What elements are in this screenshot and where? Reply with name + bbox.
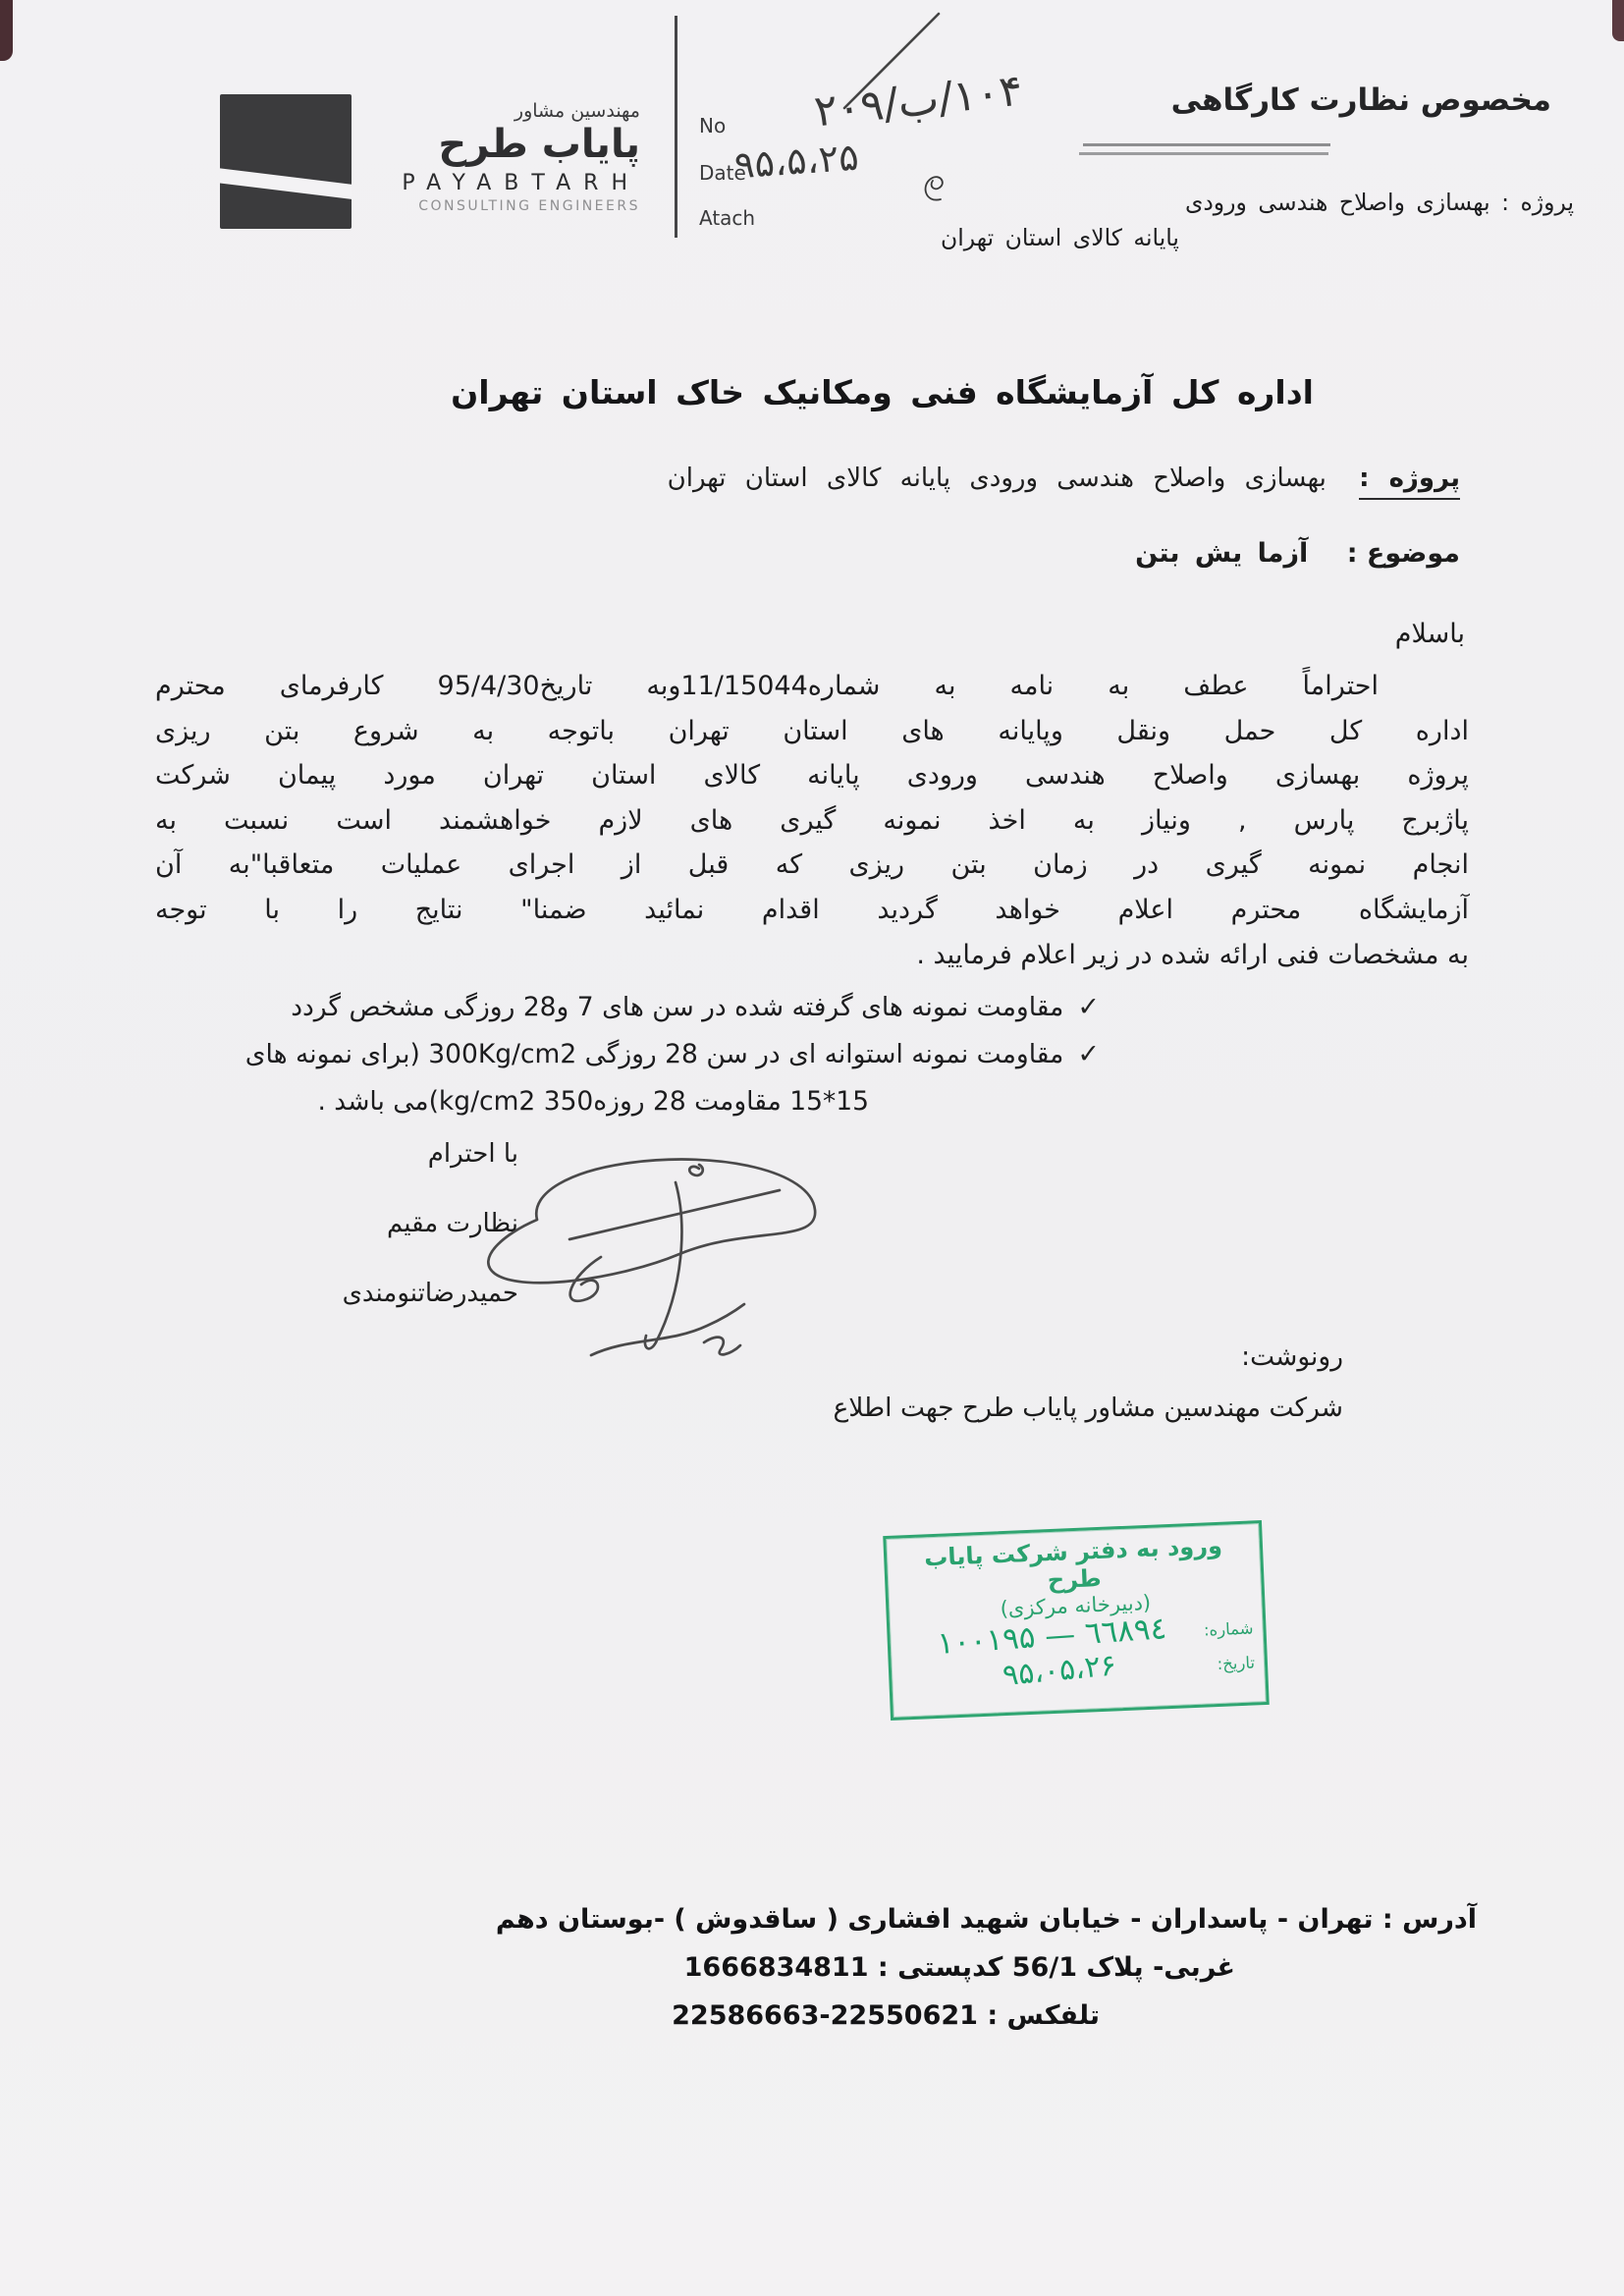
body-line: پروژه بهسازی واصلاح هندسی ورودی پایانه کالای استان تهران مورد پیمان شرکت — [155, 760, 1469, 792]
header-underline — [1083, 143, 1330, 146]
logo-persian-name: پایاب طرح — [438, 122, 640, 167]
header-underline — [1079, 152, 1328, 155]
copy-to-label: رونوشت: — [1241, 1341, 1343, 1372]
stamp-handwritten-number: ۱۰۰۱۹۵ — ٦٦٨٩٤ — [936, 1611, 1168, 1662]
project-label: پروژه : — [1359, 464, 1460, 500]
body-line: پاژبرج پارس , ونیاز به اخذ نمونه گیری های لازم خواهشمند است نسبت به — [155, 804, 1469, 836]
footer-telefax-line: تلفکس : 22550621-22586663 — [672, 2000, 1100, 2031]
letter-body — [155, 664, 1469, 977]
footer-address-block — [496, 1895, 1477, 2040]
stamp-handwritten-date: ۹۵،۰۵،۲۶ — [1001, 1648, 1118, 1694]
subject-line — [1135, 538, 1460, 569]
handwritten-letter-number: ۱۰۴/ب/۲۰۹ — [811, 65, 1025, 137]
scan-artifact-corner-right — [1612, 0, 1624, 41]
header-divider-line — [675, 16, 677, 238]
project-text: بهسازی واصلاح هندسی ورودی پایانه کالای استان تهران — [667, 464, 1326, 493]
list-item-text: مقاومت نمونه استوانه ای در سن 28 روزگی 300Kg/cm2 (برای نمونه های — [244, 1039, 1064, 1069]
checkmark-icon: ✓ — [1077, 1039, 1100, 1069]
body-line: احتراماً عطف به نامه به شماره11/15044وبه تاریخ95/4/30 کارفرمای محترم — [155, 671, 1379, 701]
stamp-number-label: شماره: — [1203, 1617, 1254, 1640]
header-project-line1: پروژه : بهسازی واصلاح هندسی ورودی — [1184, 189, 1574, 216]
list-item-text: مقاومت نمونه های گرفته شده در سن های 7 و28 روزگی مشخص گردد — [291, 992, 1064, 1022]
body-line: انجام نمونه گیری در زمان بتن ریزی که قبل از اجرای عملیات متعاقبا"به آن — [155, 849, 1469, 881]
logo-diagonal-stripe — [220, 167, 352, 200]
subject-label: موضوع : — [1346, 538, 1460, 569]
payabtarh-logo-mark — [220, 94, 352, 229]
footer-postal-line: غربی- پلاک 56/1 کدپستی : 1666834811 — [683, 1952, 1235, 1983]
closing-role: نظارت مقیم — [386, 1209, 518, 1238]
checkmark-icon: ✓ — [1077, 992, 1100, 1022]
site-supervision-header: مخصوص نظارت کارگاهی — [1170, 82, 1551, 118]
handwritten-letter-date: ۹۵،۵،۲۵ — [732, 135, 860, 188]
body-line: آزمایشگاه محترم اعلام خواهد گردید اقدام نمائید ضمنا" نتایج را با توجه — [155, 894, 1469, 925]
salutation: باسلام — [1394, 619, 1465, 649]
footer-address-line: آدرس : تهران - پاسداران - خیابان شهید افشاری ( ساقدوش ) -بوستان دهم — [495, 1904, 1477, 1935]
header-project-block — [941, 185, 1574, 255]
project-line — [668, 464, 1460, 493]
logo-text-block — [346, 100, 640, 214]
stamp-title: ورود به دفتر شرکت پایاب طرح — [923, 1531, 1223, 1595]
copy-to-recipient: شرکت مهندسین مشاور پایاب طرح جهت اطلاع — [833, 1393, 1343, 1423]
body-line: به مشخصات فنی ارائه شده در زیر اعلام فرمایید . — [916, 939, 1469, 970]
closing-regards: با احترام — [427, 1139, 518, 1169]
list-item-continuation: 15*15 مقاومت 28 روزه350 kg/cm2)می باشد . — [317, 1086, 869, 1117]
list-item — [155, 1031, 1100, 1078]
logo-persian-tagline: مهندسین مشاور — [514, 100, 640, 122]
date-field-label: Date — [699, 161, 746, 185]
logo-latin-name: PAYABTARH — [402, 171, 640, 195]
stamp-date-label: تاریخ: — [1217, 1653, 1256, 1674]
atach-field-label: Atach — [699, 206, 756, 230]
stamp-subtitle: (دبیرخانه مرکزی) — [1000, 1590, 1152, 1621]
copy-to-block — [833, 1332, 1343, 1434]
list-item — [155, 984, 1100, 1031]
office-entry-stamp — [883, 1520, 1270, 1721]
body-line: اداره کل حمل ونقل وپایانه های استان تهران باتوجه به شروع بتن ریزی — [155, 715, 1469, 746]
no-field-label: No — [699, 114, 727, 137]
scan-artifact-corner-left — [0, 0, 13, 61]
requirements-list — [155, 984, 1100, 1125]
handwritten-signature — [454, 1141, 846, 1372]
logo-latin-subtitle: CONSULTING ENGINEERS — [418, 198, 640, 214]
subject-text: آزما یش بتن — [1135, 538, 1309, 569]
recipient-title: اداره کل آزمایشگاه فنی ومکانیک خاک استان تهران — [451, 373, 1314, 411]
closing-name: حمیدرضاتنومندی — [342, 1279, 518, 1308]
header-project-line2: پایانه کالای استان تهران — [941, 224, 1179, 251]
